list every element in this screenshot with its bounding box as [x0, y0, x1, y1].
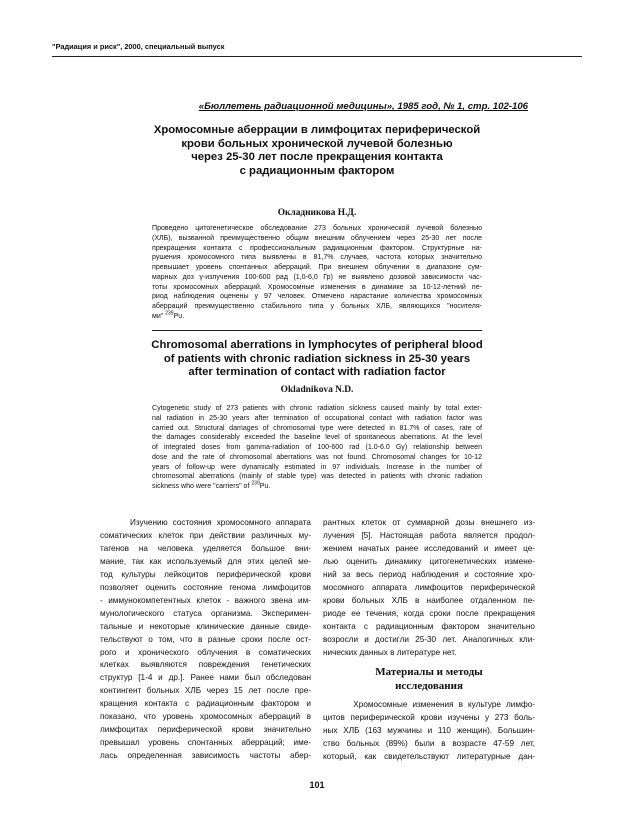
title-line: Chromosomal aberrations in lymphocytes of peripheral blood	[151, 339, 483, 351]
body-line: мунологического статуса организма. Эксперимен-	[100, 608, 311, 618]
body-line: тельствуют о том, что в разные сроки после ост-	[100, 634, 311, 644]
isotope-superscript: 239	[165, 310, 174, 317]
abstract-line: Cytogenetic study of 273 patients with chronic radiation sickness caused mainly by total exter-	[152, 405, 482, 412]
english-abstract	[152, 404, 482, 492]
title-line: с радиационным фактором	[239, 164, 395, 177]
isotope-superscript: 239	[251, 480, 260, 487]
body-line: соматических клеток при действии различных му-	[100, 530, 311, 540]
header-rule	[52, 56, 582, 57]
body-line: - иммунокомпетентных клеток - важного звена им-	[100, 595, 311, 605]
body-line: контакта с радиационным фактором значительно	[323, 621, 535, 631]
section-heading-line: Материалы и методы	[375, 666, 483, 678]
abstract-last-text: ми"	[152, 312, 166, 320]
body-line: тод культуры лейкоцитов периферической крови	[100, 569, 311, 579]
body-line: тагенов на человека уделяется большое вни-	[100, 543, 311, 553]
abstract-line: рушения хромосомного типа выявлены в 81,7% случаев, частота которых значительно	[152, 254, 482, 262]
body-line: ство больных (89%) были в возрасте 47-59 лет,	[323, 738, 535, 748]
body-line: ных ХЛБ (163 мужчины и 110 женщин). Большин-	[323, 725, 535, 735]
abstract-line: риод наблюдения оценены у 97 человек. Отмечено нарастание количества хромосомных	[152, 293, 482, 301]
abstract-line: (ХЛБ), вызванной преимущественно общим внешним облучением через 25-30 лет после	[152, 234, 482, 242]
body-line: кращения контакта с радиационным фактором и	[100, 699, 311, 709]
body-line: Хромосомные изменения в культуре лимфо-	[323, 700, 535, 709]
body-line: позволяет оценить состояние генома лимфоцитов	[100, 582, 311, 592]
abstract-divider	[152, 330, 482, 331]
body-line: мосомного аппарата лимфоцитов периферической	[323, 582, 535, 592]
abstract-line: аберраций преимущественно стабильного типа у больных ХЛБ, являющихся "носителя-	[152, 303, 482, 310]
title-line: через 25-30 лет после прекращения контакта	[191, 151, 443, 164]
body-line: тальные и некоторые клинические данные свиде-	[100, 621, 311, 631]
body-line: лась определенная зависимость частоты абер-	[100, 751, 311, 761]
body-line: цитов периферической крови изучены у 273 боль-	[323, 712, 535, 722]
body-line: возросли и достигли 25-30 лет. Аналогичных кли-	[323, 634, 535, 644]
body-line: превышал уровень спонтанных аберраций; име-	[100, 738, 311, 748]
section-heading	[323, 665, 535, 693]
body-line: лью оценить динамику цитогенетических измене-	[323, 556, 535, 566]
body-line: ний за весь период наблюдения и состояние хро-	[323, 569, 535, 579]
body-line: Изучению состояния хромосомного аппарата	[100, 518, 311, 527]
english-author: Okladnikova N.D.	[280, 385, 354, 395]
body-line: нических данных в литературе нет.	[323, 647, 457, 657]
page-number: 101	[309, 780, 325, 790]
body-line: лимфоцитах периферической крови значительно	[100, 725, 311, 735]
abstract-line: прекращения контакта с профессиональным радиационным фактором. Структурные на-	[152, 244, 482, 252]
section-heading-line: исследования	[395, 680, 463, 692]
source-citation: «Бюллетень радиационной медицины», 1985 год, № 1, стр. 102-106	[198, 101, 528, 112]
abstract-line: тоты хромосомных аберраций. Хромосомные изменения в динамике за 10-12-летний пе-	[152, 283, 482, 291]
abstract-line: the damages considerably exceeded the baseline level of spontaneous aberrations. At the level	[152, 434, 482, 442]
body-line: жением начатых ранее исследований и имеет це-	[323, 543, 535, 553]
abstract-line: chromosomal aberrations (mainly of stable type) was detected in patients with chronic radiation	[152, 473, 482, 481]
body-right-column-top	[323, 517, 535, 659]
english-title	[100, 339, 534, 380]
title-line: after termination of contact with radiation factor	[188, 366, 446, 379]
title-line: Хромосомные аберрации в лимфоцитах периферической	[153, 124, 481, 136]
abstract-line: of integrated doses from gamma-radiation of 100-600 rad (1.0-6.0 Gy) relationship between	[152, 444, 482, 451]
abstract-line: nal radiation in 25-30 years after termination of occupational contact with radiation factor was	[152, 414, 482, 422]
journal-header: "Радиация и риск", 2000, специальный выпуск	[52, 42, 225, 51]
isotope-symbol: Pu.	[173, 312, 185, 320]
abstract-last-line	[152, 482, 482, 492]
title-line: крови больных хронической лучевой болезнью	[181, 137, 453, 150]
title-line: of patients with chronic radiation sickness in 25-30 years	[163, 352, 471, 365]
body-line: показано, что уровень хромосомных аберраций в	[100, 712, 311, 722]
abstract-last-line	[152, 312, 482, 322]
body-line: крови больных ХЛБ в наиболее отдаленном пе-	[323, 595, 535, 605]
abstract-line: carried out. Structural damages of chromosomal type were detected in 81.7% of cases, rate of	[152, 424, 482, 432]
body-left-column	[100, 517, 311, 763]
russian-abstract	[152, 224, 482, 322]
body-line: рого и хронического облучения в соматических	[100, 647, 311, 657]
body-line: структур [1-4 и др.]. Ранее нами был обследован	[100, 673, 311, 683]
body-line: риоде ее течения, когда сроки после прекращения	[323, 608, 535, 618]
abstract-line: марных доз γ-излучения 100-600 рад (1,0-6,0 Гр) не выявлено дозовой зависимости час-	[152, 273, 482, 281]
body-line: контингент больных ХЛБ через 15 лет после пре-	[100, 686, 311, 696]
body-line: мание, так как используемый для этих целей ме-	[100, 556, 311, 566]
body-line: лучения [5]. Настоящая работа является продол-	[323, 530, 535, 540]
body-line: который, как свидетельствуют литературные дан-	[323, 751, 535, 761]
abstract-line: Проведено цитогенетическое обследование 273 больных хронической лучевой болезнью	[152, 225, 482, 232]
abstract-line: dose and the rate of chromosomal aberrations was not found. Chromosomal changes for 10-12	[152, 453, 482, 461]
abstract-line: years of follow-up were dynamically estimated in 97 individuals. Increase in the number of	[152, 463, 482, 471]
body-right-column-bottom	[323, 699, 535, 764]
body-line: рантных клеток от суммарной дозы внешнего из-	[323, 518, 535, 527]
russian-title	[100, 124, 534, 178]
abstract-last-text: sickness who were "carriers" of	[152, 483, 252, 490]
russian-author: Окладникова Н.Д.	[277, 208, 357, 218]
isotope-symbol: Pu.	[259, 483, 271, 490]
body-line: клетках выявляются повреждения генетических	[100, 660, 311, 670]
abstract-line: превышает уровень спонтанных аберраций. При внешнем облучении в диапазоне сум-	[152, 264, 482, 271]
